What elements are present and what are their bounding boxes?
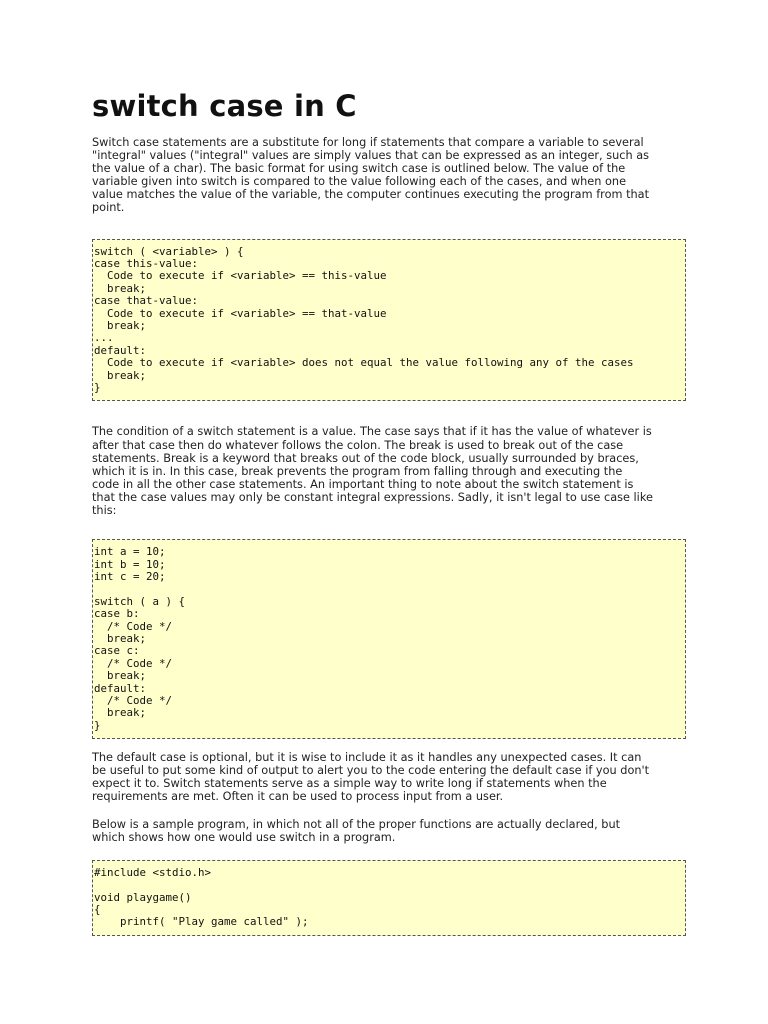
code-block-sample-program: #include <stdio.h> void playgame() { printf( "Play game called" ); — [92, 860, 686, 936]
code-block-basic-format: switch ( <variable> ) { case this-value: Code to execute if <variable> == this-value break; case that-value: Code to execute if <variable> == that-value break; ... default: Code to execute if <variable> does not equal the value following any of the cases break; } — [92, 239, 686, 402]
default-case-paragraph: The default case is optional, but it is wise to include it as it handles any unexpected cases. It can be useful to put some kind of output to alert you to the code entering the default case if you don't expect it to. Switch statements serve as a simple way to write long if statements when the requirements are met. Often it can be used to process input from a user. — [92, 751, 650, 804]
page-title: switch case in C — [92, 89, 357, 123]
intro-paragraph: Switch case statements are a substitute for long if statements that compare a variable to several "integral" values ("integral" values are simply values that can be expressed as an integer, such as the value of a char). The basic format for using switch case is outlined below. The value of the variable given into switch is compared to the value following each of the cases, and when one value matches the value of the variable, the computer continues executing the program from that point. — [92, 136, 650, 215]
explanation-paragraph: The condition of a switch statement is a value. The case says that if it has the value of whatever is after that case then do whatever follows the colon. The break is used to break out of the case statements. Break is a keyword that breaks out of the code block, usually surrounded by braces, which it is in. In this case, break prevents the program from falling through and executing the code in all the other case statements. An important thing to note about the switch statement is that the case values may only be constant integral expressions. Sadly, it isn't legal to use case like this: — [92, 425, 653, 517]
code-block-illegal-example: int a = 10; int b = 10; int c = 20; switch ( a ) { case b: /* Code */ break; case c: /* Code */ break; default: /* Code */ break; } — [92, 539, 686, 739]
sample-intro-paragraph: Below is a sample program, in which not all of the proper functions are actually declared, but which shows how one would use switch in a program. — [92, 817, 621, 844]
